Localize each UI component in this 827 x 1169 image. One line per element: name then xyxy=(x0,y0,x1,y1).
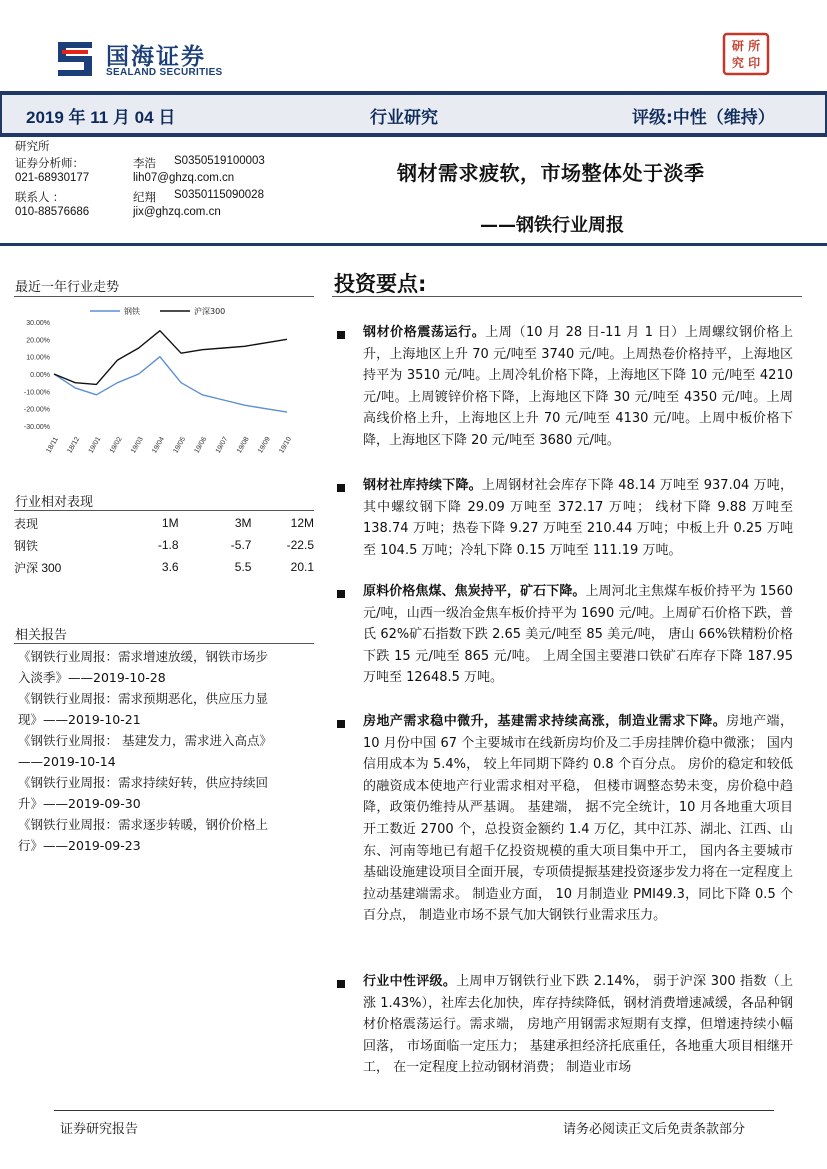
footer-left: 证券研究报告 xyxy=(60,1122,139,1137)
point-body: 上周河北主焦煤车板价持平为 1560 元/吨，山西一级冶金焦车板价持平为 1690 元/吨。上周矿石价格下跌，普氏 62%矿石指数下跌 2.65 美元/吨至 85 美元/吨， 唐山 66%铁精粉价格下跌 15 元/吨至 865 元/吨。 上周全国主要港口铁矿石库存下降 187.95 万吨至 12648.5 万吨。 xyxy=(363,584,793,686)
y-tick-label: 10.00% xyxy=(26,354,50,362)
x-tick-label: 19/02 xyxy=(108,435,124,455)
x-tick-label: 19/07 xyxy=(214,435,230,455)
bullet-icon xyxy=(337,484,345,492)
sealand-logo-icon xyxy=(52,36,98,82)
related-line[interactable]: 现》——2019-10-21 xyxy=(18,712,141,727)
point-raw-material xyxy=(363,581,793,689)
analyst-phone-0: 021-68930177 xyxy=(15,172,90,184)
point-body: 上周（10 月 28 日-11 月 1 日）上周螺纹钢价格上升，上海地区上升 70 元/吨至 3740 元/吨。上周热卷价格持平，上海地区持平为 3510 元/吨。上周冷轧价格下降，上海地区下降 10 元/吨至 4210 元/吨。上周镀锌价格下降，上海地区下降 30 元/吨至 4350 元/吨。上周高线价格上升，上海地区上升 70 元/吨至 4130 元/吨。上周中板价格下降，上海地区下降 20 元/吨至 3680 元/吨。 xyxy=(363,325,793,448)
related-line[interactable]: 《钢铁行业周报：需求持续好转，供应持续回 xyxy=(18,775,269,790)
x-tick-label: 19/09 xyxy=(257,435,272,455)
footer-right: 请务必阅读正文后免责条款部分 xyxy=(563,1122,746,1137)
analyst-name-0: 李浩 xyxy=(133,158,156,170)
x-tick-label: 18/12 xyxy=(66,435,82,455)
investment-divider xyxy=(332,296,802,297)
svg-text:研 所: 研 所 xyxy=(731,39,761,53)
x-tick-label: 19/10 xyxy=(278,435,294,455)
x-tick-label: 18/11 xyxy=(45,436,60,455)
perf-cell: 20.1 xyxy=(290,560,314,574)
analyst-name-1: 纪翔 xyxy=(133,192,156,204)
report-date: 2019 年 11 月 04 日 xyxy=(26,108,176,127)
y-tick-label: -30.00% xyxy=(23,424,50,431)
related-divider xyxy=(14,643,314,644)
perf-row xyxy=(14,534,314,556)
legend-label-1: 沪深300 xyxy=(194,307,226,316)
perf-row xyxy=(14,556,314,578)
point-price xyxy=(363,322,793,452)
series-line-1 xyxy=(54,331,287,385)
header-divider xyxy=(0,243,827,246)
point-head: 原料价格焦煤、焦炭持平，矿石下降。 xyxy=(363,584,586,599)
report-type: 行业研究 xyxy=(370,108,438,128)
perf-label: 行业相对表现 xyxy=(15,495,94,510)
trend-divider xyxy=(14,296,314,297)
perf-cell: 钢铁 xyxy=(14,538,39,553)
perf-table xyxy=(14,512,314,578)
analyst-phone-1: 010-88576686 xyxy=(15,206,90,218)
point-head: 钢材社库持续下降。 xyxy=(363,478,482,493)
point-body: 上周申万钢铁行业下跌 2.14%， 弱于沪深 300 指数（上涨 1.43%），社库去化加快，库存持续降低，钢材消费增速减缓，各品种钢材价格震荡运行。需求端， 房地产用钢需求短期有支撑，但增速持续小幅回落， 市场面临一定压力； 基建承担经济托底重任，各地重大项目相继开工， 在一定程度上拉动钢材消费； 制造业市场 xyxy=(363,974,793,1076)
related-line[interactable]: 《钢铁行业周报：需求增速放缓，钢铁市场步 xyxy=(18,649,269,664)
y-tick-label: 20.00% xyxy=(26,337,50,345)
perf-cell: 3.6 xyxy=(161,560,179,574)
perf-header-cell: 12M xyxy=(290,516,314,530)
trend-chart xyxy=(12,300,312,470)
analyst-email-1[interactable]: jix@ghzq.com.cn xyxy=(133,206,221,218)
y-tick-label: 30.00% xyxy=(26,320,50,327)
related-line[interactable]: ——2019-10-14 xyxy=(18,754,116,769)
analyst-email-0[interactable]: lih07@ghzq.com.cn xyxy=(133,172,235,184)
x-tick-label: 19/03 xyxy=(130,435,145,455)
related-line[interactable]: 入淡季》——2019-10-28 xyxy=(18,670,166,685)
bullet-icon xyxy=(337,720,345,728)
trend-label: 最近一年行业走势 xyxy=(15,280,120,295)
perf-cell: 5.5 xyxy=(234,560,252,574)
perf-header-row xyxy=(14,512,314,534)
perf-header-cell: 表现 xyxy=(14,516,39,531)
dept-label: 研究所 xyxy=(15,141,50,153)
analyst-code-0: S0350519100003 xyxy=(174,155,265,167)
research-seal-icon xyxy=(722,32,770,76)
analyst-role-0: 证券分析师： xyxy=(15,158,84,170)
svg-text:究 印: 究 印 xyxy=(731,56,761,70)
y-tick-label: -10.00% xyxy=(23,389,50,397)
related-line[interactable]: 《钢铁行业周报： 基建发力，需求进入高点》 xyxy=(18,733,272,748)
x-tick-label: 19/06 xyxy=(193,435,209,455)
perf-header-cell: 1M xyxy=(161,516,179,530)
perf-cell: -5.7 xyxy=(230,538,252,552)
point-inventory xyxy=(363,475,793,561)
point-demand xyxy=(363,711,793,927)
related-line[interactable]: 《钢铁行业周报：需求预期恶化，供应压力显 xyxy=(18,691,269,706)
report-title: 钢材需求疲软，市场整体处于淡季 xyxy=(397,161,705,185)
analyst-code-1: S0350115090028 xyxy=(174,189,264,201)
perf-divider xyxy=(14,510,314,511)
analyst-role-1: 联系人 ： xyxy=(15,192,65,204)
bullet-icon xyxy=(337,590,345,598)
point-body: 上周钢材社会库存下降 48.14 万吨至 937.04 万吨，其中螺纹钢下降 29.09 万吨至 372.17 万吨； 线材下降 9.88 万吨至 138.74 万吨；热卷下降 9.27 万吨至 210.44 万吨；中板上升 0.25 万吨至 104.5 万吨；冷轧下降 0.15 万吨至 111.19 万吨。 xyxy=(363,478,793,558)
point-head: 钢材价格震荡运行。 xyxy=(363,325,486,340)
perf-cell: 沪深 300 xyxy=(14,560,62,575)
perf-header-cell: 3M xyxy=(234,516,252,530)
bullet-icon xyxy=(337,980,345,988)
x-tick-label: 19/04 xyxy=(151,435,167,455)
x-tick-label: 19/05 xyxy=(172,435,188,455)
point-head: 行业中性评级。 xyxy=(363,974,457,989)
bullet-icon xyxy=(337,331,345,339)
report-rating: 评级:中性（维持） xyxy=(632,108,775,128)
point-rating xyxy=(363,971,793,1079)
related-line[interactable]: 行》——2019-09-23 xyxy=(18,838,141,853)
investment-title: 投资要点: xyxy=(334,272,427,296)
point-body: 房地产端， 10 月份中国 67 个主要城市在线新房均价及二手房挂牌价稳中微涨； 国内信用成本为 5.4%， 较上年同期下降约 0.8 个百分点。 房价的稳定和较低的融资成本使地产行业需求相对平稳， 但楼市调整态势未变，房价稳中趋降，政策仍维持从严基调。 基建端， 据不完全统计，10 月各地重大项目开工数近 2700 个，总投资金额约 1.4 万亿，其中江苏、湖北、江西、山东、河南等地已有超千亿投资规模的重大项目集中开工， 国内各主要城市基础设施建设项目全面开展，专项债提振基建投资逐步发力将在一定程度上拉动基建端需求。 制造业方面， 10 月制造业 PMI49.3，同比下降 0.5 个百分点， 制造业市场不景气加大钢铁行业需求压力。 xyxy=(363,714,793,924)
report-subtitle: ——钢铁行业周报 xyxy=(480,215,624,236)
x-tick-label: 19/01 xyxy=(87,435,103,455)
perf-cell: -22.5 xyxy=(286,538,314,552)
perf-cell: -1.8 xyxy=(157,538,179,552)
related-line[interactable]: 升》——2019-09-30 xyxy=(18,796,141,811)
y-tick-label: -20.00% xyxy=(23,406,50,414)
x-tick-label: 19/08 xyxy=(235,435,251,455)
legend-label-0: 钢铁 xyxy=(124,307,140,316)
point-head: 房地产需求稳中微升，基建需求持续高涨，制造业需求下降。 xyxy=(363,714,727,729)
related-list xyxy=(18,646,318,856)
related-line[interactable]: 《钢铁行业周报：需求逐步转暖，钢价价格上 xyxy=(18,817,269,832)
related-label: 相关报告 xyxy=(15,628,68,643)
footer-divider xyxy=(54,1110,774,1111)
logo-chinese: 国海证券 xyxy=(106,44,206,70)
logo-english: SEALAND SECURITIES xyxy=(106,67,223,78)
y-tick-label: 0.00% xyxy=(30,372,50,379)
